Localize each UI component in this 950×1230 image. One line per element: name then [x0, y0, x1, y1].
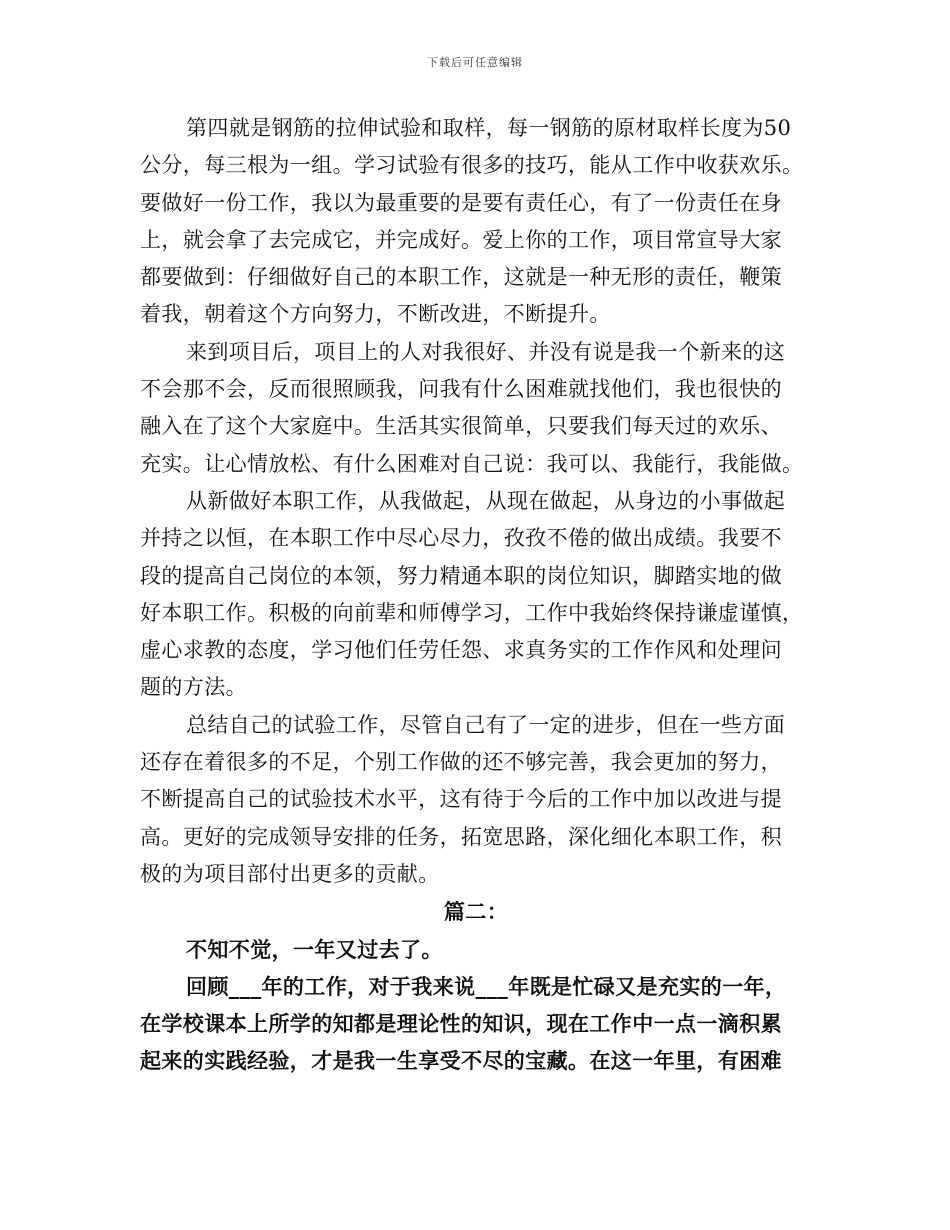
- paragraph-line: 融入在了这个大家庭中。生活其实很简单，只要我们每天过的欢乐、: [140, 414, 782, 439]
- paragraph-line: 虚心求教的态度，学习他们任劳任怨、求真务实的工作作风和处理问: [140, 638, 782, 663]
- paragraph-line: 上，就会拿了去完成它，并完成好。爱上你的工作，项目常宣导大家: [140, 227, 782, 252]
- paragraph-line: 不知不觉，一年又过去了。: [186, 936, 443, 962]
- paragraph-line: 题的方法。: [140, 675, 247, 700]
- paragraph-line: 总结自己的试验工作，尽管自己有了一定的进步，但在一些方面: [186, 712, 786, 737]
- paragraph-line: 不会那不会，反而很照顾我，问我有什么困难就找他们，我也很快的: [140, 377, 782, 402]
- paragraph-line: 段的提高自己岗位的本领，努力精通本职的岗位知识，脚踏实地的做: [140, 563, 782, 588]
- paragraph-line: 要做好一份工作，我以为最重要的是要有责任心，有了一份责任在身: [140, 190, 782, 215]
- paragraph-line: 都要做到：仔细做好自己的本职工作，这就是一种无形的责任，鞭策: [140, 265, 782, 290]
- paragraph-line: 公分，每三根为一组。学习试验有很多的技巧，能从工作中收获欢乐。: [140, 153, 804, 178]
- paragraph-line: 从新做好本职工作，从我做起，从现在做起，从身边的小事做起: [186, 488, 786, 513]
- section-heading: 篇二：: [443, 899, 509, 925]
- paragraph-line: 极的为项目部付出更多的贡献。: [140, 861, 440, 886]
- paragraph-line: 不断提高自己的试验技术水平，这有待于今后的工作中加以改进与提: [140, 787, 782, 812]
- paragraph-line: 好本职工作。积极的向前辈和师傅学习，工作中我始终保持谦虚谨慎，: [140, 600, 804, 625]
- paragraph-line: 起来的实践经验，才是我一生享受不尽的宝藏。在这一年里，有困难: [140, 1048, 782, 1074]
- paragraph-line: 高。更好的完成领导安排的任务，拓宽思路，深化细化本职工作，积: [140, 824, 782, 849]
- paragraph-line: 来到项目后，项目上的人对我很好、并没有说是我一个新来的这: [186, 339, 786, 364]
- paragraph-line: 在学校课本上所学的知都是理论性的知识，现在工作中一点一滴积累: [140, 1011, 782, 1037]
- paragraph-line: 充实。让心情放松、有什么困难对自己说：我可以、我能行，我能做。: [140, 451, 804, 476]
- page-header: 下载后可任意编辑: [427, 56, 523, 69]
- paragraph-line: 着我，朝着这个方向努力，不断改进，不断提升。: [140, 302, 611, 327]
- paragraph-line: 并持之以恒，在本职工作中尽心尽力，孜孜不倦的做出成绩。我要不: [140, 526, 782, 551]
- document-body: [140, 110, 812, 1080]
- paragraph-line: 第四就是钢筋的拉伸试验和取样，每一钢筋的原材取样长度为50: [186, 116, 792, 140]
- paragraph-line: 还存在着很多的不足，个别工作做的还不够完善，我会更加的努力，: [140, 750, 782, 775]
- paragraph-line: 回顾___年的工作，对于我来说___年既是忙碌又是充实的一年，: [186, 973, 787, 999]
